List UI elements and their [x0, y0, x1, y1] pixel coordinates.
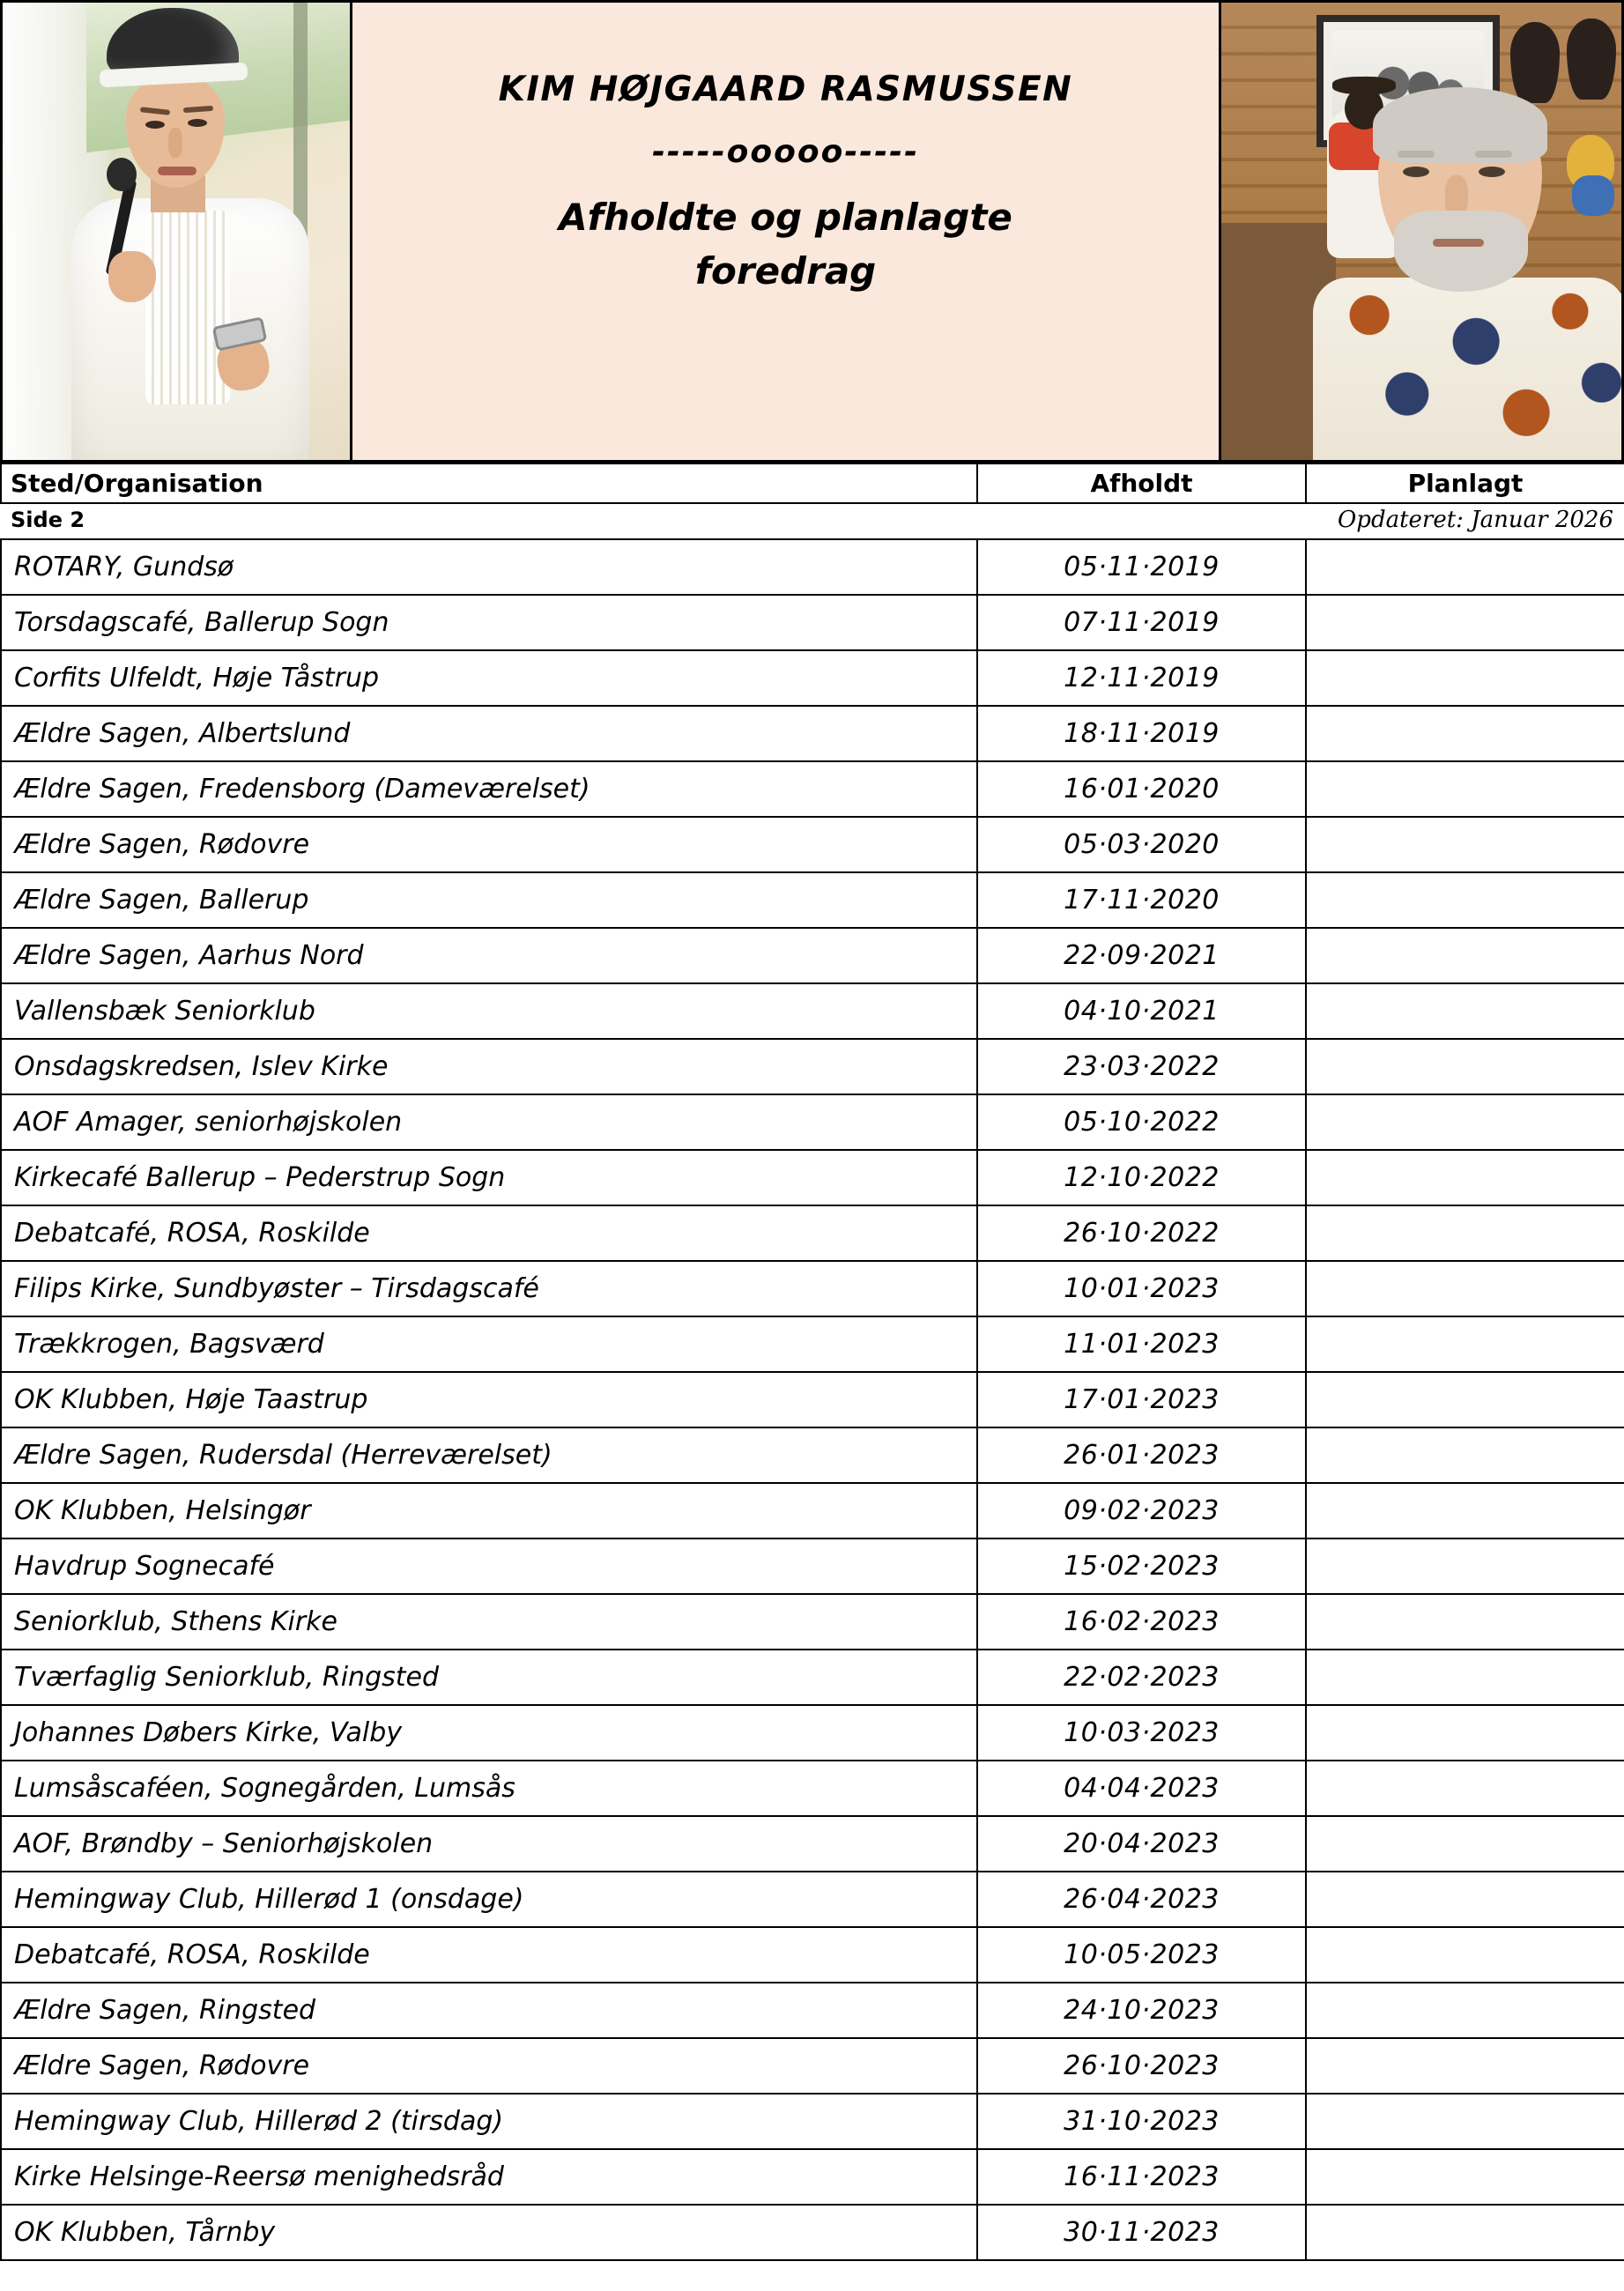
cell-held-date: 12·11·2019	[977, 650, 1306, 706]
cell-place: OK Klubben, Høje Taastrup	[1, 1372, 977, 1427]
cell-place: Trækkrogen, Bagsværd	[1, 1316, 977, 1372]
cell-held-date: 31·10·2023	[977, 2094, 1306, 2149]
header-banner	[0, 0, 1624, 463]
column-header-held: Afholdt	[977, 463, 1306, 503]
cell-planned-date	[1306, 539, 1624, 595]
cell-held-date: 05·03·2020	[977, 817, 1306, 872]
cell-held-date: 26·10·2023	[977, 2038, 1306, 2094]
cell-place: Corfits Ulfeldt, Høje Tåstrup	[1, 650, 977, 706]
table-row	[1, 2205, 1624, 2260]
cell-planned-date	[1306, 2038, 1624, 2094]
cell-held-date: 22·02·2023	[977, 1650, 1306, 1705]
cell-place: AOF Amager, seniorhøjskolen	[1, 1094, 977, 1150]
table-row	[1, 983, 1624, 1039]
cell-held-date: 24·10·2023	[977, 1983, 1306, 2038]
page-title: KIM HØJGAARD RASMUSSEN	[498, 70, 1073, 109]
table-row	[1, 1094, 1624, 1150]
eye-right	[188, 119, 207, 127]
cell-planned-date	[1306, 1705, 1624, 1761]
cell-place: Hemingway Club, Hillerød 2 (tirsdag)	[1, 2094, 977, 2149]
table-row	[1, 1427, 1624, 1483]
cell-place: Seniorklub, Sthens Kirke	[1, 1594, 977, 1650]
cell-held-date: 26·04·2023	[977, 1872, 1306, 1927]
table-header-row	[1, 463, 1624, 503]
table-row	[1, 1039, 1624, 1094]
cell-held-date: 18·11·2019	[977, 706, 1306, 761]
wooden-bust-1	[1510, 22, 1560, 103]
cell-place: Lumsåscaféen, Sognegården, Lumsås	[1, 1761, 977, 1816]
cell-planned-date	[1306, 650, 1624, 706]
cell-held-date: 15·02·2023	[977, 1538, 1306, 1594]
cell-held-date: 17·01·2023	[977, 1372, 1306, 1427]
cell-planned-date	[1306, 1372, 1624, 1427]
table-row	[1, 1761, 1624, 1816]
table-row	[1, 761, 1624, 817]
cell-place: Onsdagskredsen, Islev Kirke	[1, 1039, 977, 1094]
table-row	[1, 1538, 1624, 1594]
cell-held-date: 26·01·2023	[977, 1427, 1306, 1483]
cell-held-date: 10·01·2023	[977, 1261, 1306, 1316]
table-header	[0, 463, 1624, 504]
table-row	[1, 1150, 1624, 1205]
table-row	[1, 1816, 1624, 1872]
lectures-table	[0, 538, 1624, 2261]
cell-place: Filips Kirke, Sundbyøster – Tirsdagscafé	[1, 1261, 977, 1316]
table-row	[1, 1705, 1624, 1761]
cell-held-date: 05·10·2022	[977, 1094, 1306, 1150]
cell-held-date: 20·04·2023	[977, 1816, 1306, 1872]
page-subtitle-line2: foredrag	[694, 248, 877, 293]
cell-planned-date	[1306, 1594, 1624, 1650]
cell-planned-date	[1306, 2205, 1624, 2260]
nose	[168, 128, 182, 158]
table-row	[1, 1372, 1624, 1427]
cell-planned-date	[1306, 706, 1624, 761]
cell-held-date: 04·10·2021	[977, 983, 1306, 1039]
cell-place: Ældre Sagen, Fredensborg (Dameværelset)	[1, 761, 977, 817]
cell-place: Ældre Sagen, Rødovre	[1, 817, 977, 872]
table-row	[1, 1594, 1624, 1650]
cell-held-date: 23·03·2022	[977, 1039, 1306, 1094]
portrait-eye-right	[1479, 167, 1505, 177]
cell-place: Ældre Sagen, Aarhus Nord	[1, 928, 977, 983]
column-header-planned: Planlagt	[1306, 463, 1624, 503]
cell-place: Debatcafé, ROSA, Roskilde	[1, 1205, 977, 1261]
bird-figurine-2	[1572, 175, 1614, 216]
cell-place: ROTARY, Gundsø	[1, 539, 977, 595]
cell-planned-date	[1306, 1205, 1624, 1261]
title-block	[352, 0, 1219, 463]
cell-planned-date	[1306, 817, 1624, 872]
cell-planned-date	[1306, 1150, 1624, 1205]
figurine-hat	[1332, 77, 1396, 94]
table-row	[1, 650, 1624, 706]
portrait-eyebrow-left	[1398, 151, 1435, 158]
cell-planned-date	[1306, 1816, 1624, 1872]
cell-place: OK Klubben, Helsingør	[1, 1483, 977, 1538]
table-row	[1, 1205, 1624, 1261]
table-row	[1, 1927, 1624, 1983]
cell-held-date: 16·01·2020	[977, 761, 1306, 817]
cell-held-date: 05·11·2019	[977, 539, 1306, 595]
cell-planned-date	[1306, 761, 1624, 817]
cell-held-date: 04·04·2023	[977, 1761, 1306, 1816]
table-row	[1, 1872, 1624, 1927]
cell-planned-date	[1306, 872, 1624, 928]
lectures-table-body	[1, 539, 1624, 2260]
cell-place: Ældre Sagen, Ballerup	[1, 872, 977, 928]
speaker-photo-right	[1219, 0, 1624, 463]
cell-planned-date	[1306, 1039, 1624, 1094]
title-separator: -----ooooo-----	[651, 134, 920, 170]
wooden-bust-2	[1567, 19, 1616, 100]
cell-place: Ældre Sagen, Albertslund	[1, 706, 977, 761]
cell-place: Ældre Sagen, Rudersdal (Herreværelset)	[1, 1427, 977, 1483]
cell-planned-date	[1306, 1316, 1624, 1372]
table-row	[1, 2149, 1624, 2205]
speaker-photo-left	[0, 0, 352, 463]
portrait-eye-left	[1403, 167, 1429, 177]
cell-place: Hemingway Club, Hillerød 1 (onsdage)	[1, 1872, 977, 1927]
cell-planned-date	[1306, 1872, 1624, 1927]
cell-planned-date	[1306, 1538, 1624, 1594]
cell-held-date: 17·11·2020	[977, 872, 1306, 928]
cell-place: Tværfaglig Seniorklub, Ringsted	[1, 1650, 977, 1705]
table-row	[1, 2038, 1624, 2094]
cell-held-date: 12·10·2022	[977, 1150, 1306, 1205]
patterned-shirt	[1313, 278, 1624, 463]
table-row	[1, 928, 1624, 983]
cell-place: Debatcafé, ROSA, Roskilde	[1, 1927, 977, 1983]
shirt-embroidery	[145, 211, 230, 404]
cell-place: Ældre Sagen, Ringsted	[1, 1983, 977, 2038]
table-row	[1, 539, 1624, 595]
cell-planned-date	[1306, 983, 1624, 1039]
cell-planned-date	[1306, 1427, 1624, 1483]
table-row	[1, 1983, 1624, 2038]
table-row	[1, 1261, 1624, 1316]
cell-place: Kirke Helsinge-Reersø menighedsråd	[1, 2149, 977, 2205]
cell-planned-date	[1306, 1261, 1624, 1316]
cell-place: Kirkecafé Ballerup – Pederstrup Sogn	[1, 1150, 977, 1205]
cell-planned-date	[1306, 2094, 1624, 2149]
table-row	[1, 2094, 1624, 2149]
cell-place: Torsdagscafé, Ballerup Sogn	[1, 595, 977, 650]
cell-place: Ældre Sagen, Rødovre	[1, 2038, 977, 2094]
cell-held-date: 10·05·2023	[977, 1927, 1306, 1983]
cell-held-date: 07·11·2019	[977, 595, 1306, 650]
cell-planned-date	[1306, 2149, 1624, 2205]
cell-place: OK Klubben, Tårnby	[1, 2205, 977, 2260]
cell-held-date: 22·09·2021	[977, 928, 1306, 983]
cell-held-date: 30·11·2023	[977, 2205, 1306, 2260]
hand-left	[108, 251, 156, 302]
cell-held-date: 10·03·2023	[977, 1705, 1306, 1761]
eye-left	[145, 121, 165, 129]
cell-held-date: 16·02·2023	[977, 1594, 1306, 1650]
cell-planned-date	[1306, 1927, 1624, 1983]
updated-label: Opdateret: Januar 2026	[1337, 507, 1613, 533]
cell-held-date: 16·11·2023	[977, 2149, 1306, 2205]
cell-planned-date	[1306, 1650, 1624, 1705]
table-row	[1, 706, 1624, 761]
cell-place: Havdrup Sognecafé	[1, 1538, 977, 1594]
cell-planned-date	[1306, 928, 1624, 983]
cell-planned-date	[1306, 1761, 1624, 1816]
table-row	[1, 817, 1624, 872]
page-subtitle-line1: Afholdte og planlagte	[559, 196, 1012, 239]
page-subtitle	[559, 191, 1012, 299]
table-row	[1, 1483, 1624, 1538]
cell-held-date: 26·10·2022	[977, 1205, 1306, 1261]
column-header-place: Sted/Organisation	[1, 463, 977, 503]
table-row	[1, 1316, 1624, 1372]
microphone-icon	[107, 158, 137, 191]
portrait-eyebrow-right	[1475, 151, 1512, 158]
cell-planned-date	[1306, 1983, 1624, 2038]
page-number-label: Side 2	[11, 508, 85, 532]
cell-held-date: 09·02·2023	[977, 1483, 1306, 1538]
subheader	[0, 504, 1624, 538]
mouth	[158, 167, 197, 175]
cell-held-date: 11·01·2023	[977, 1316, 1306, 1372]
table-row	[1, 872, 1624, 928]
cell-place: AOF, Brøndby – Seniorhøjskolen	[1, 1816, 977, 1872]
table-row	[1, 1650, 1624, 1705]
portrait-beard	[1394, 211, 1528, 292]
cell-planned-date	[1306, 595, 1624, 650]
table-row	[1, 595, 1624, 650]
cell-planned-date	[1306, 1483, 1624, 1538]
cell-place: Vallensbæk Seniorklub	[1, 983, 977, 1039]
portrait-mouth	[1433, 239, 1484, 247]
cell-planned-date	[1306, 1094, 1624, 1150]
cell-place: Johannes Døbers Kirke, Valby	[1, 1705, 977, 1761]
